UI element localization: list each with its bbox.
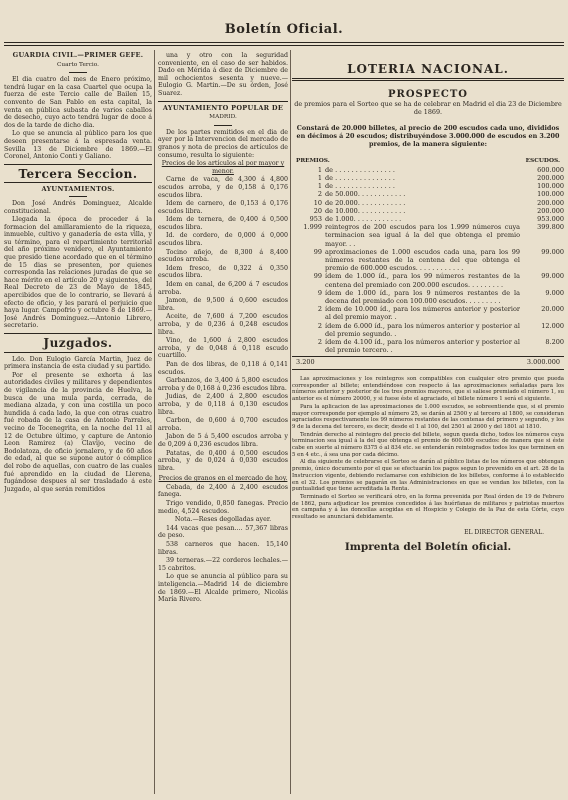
prize-cnt: 1 <box>317 182 322 191</box>
prize-desc: aproximaciones de 1.000 escudos cada una, para los 99 números restantes de la centena del que obtenga el premio de 600.000 escudos. . . . . . . . . . . . <box>325 247 520 273</box>
prize-val: 399.800 <box>537 223 564 232</box>
prize-cnt: 1 <box>317 165 322 174</box>
prize-cnt: 99 <box>313 272 322 281</box>
price-paragraph: Tocino añejo, de 8,300 á 8,400 escudos arroba. <box>158 248 288 264</box>
prize-val: 100.000 <box>537 182 564 191</box>
prize-cnt: 1 <box>317 173 322 182</box>
prize-row <box>292 215 564 223</box>
prize-row <box>292 305 564 321</box>
note-paragraph: Para la aplicacion de las aproximaciones de 1.000 escudos, se sobreentiende que, si el premio mayor corresponde por ejemplo al número 25, se darán al 2500 y al tercero al 1800, se consideran agraciados respectivamente los 99 números restantes de las centenas del primero y segundo, y los 9 de la decena del tercero, es decir, desde el 1 al 100, del 2501 al 2600 y del 1801 al 1810. <box>292 403 564 430</box>
section-rule <box>4 352 152 353</box>
prize-row <box>292 289 564 305</box>
price-paragraph: Jamon, de 9,500 á 0,600 escudos libra. <box>158 297 288 312</box>
total-escudos: 3.000.000 <box>526 358 560 367</box>
ayuntamiento-popular-heading: AYUNTAMIENTO POPULAR DE <box>162 103 284 112</box>
prize-row <box>292 272 564 288</box>
prize-desc: de 10.000. . . . . . . . . . . . <box>325 206 406 215</box>
price-paragraph: Idem de ternera, de 0,400 á 0,500 escudos libra. <box>158 216 288 231</box>
guardia-paragraph: Lo que se anuncia al público para los que deseen presentarse á la espresada venta. Sevilla 13 de Diciembre de 1869.—El Coronel, Antonio Conti y Galiano. <box>4 130 152 161</box>
short-rule <box>69 72 87 73</box>
column-3 <box>292 52 564 794</box>
prospecto-subtitle: de premios para el Sorteo que se ha de celebrar en Madrid el dia 23 de Diciembre de 1869. <box>294 100 562 117</box>
director-signature: EL DIRECTOR GENERAL. <box>464 528 544 536</box>
prize-row <box>292 166 564 174</box>
price-paragraph: Aceite, de 7,600 á 7,200 escudos arroba, y de 0,236 á 0,248 escudos libra. <box>158 313 288 336</box>
section-rule <box>4 333 152 334</box>
price-paragraph: Carne de vaca, de 4,300 á 4,800 escudos arroba, y de 0,158 á 0,176 escudos libra. <box>158 176 288 199</box>
note-paragraph: Tendrán derecho al reintegro del precio del billete, segun queda dicho, todos los números cuya terminacion sea igual á la del que obtenga el premio de 600.000 escudos: de manera que si éste cabe en suerte al número 8375 ó al 834 etc. se entenderán reintegrados todos los que terminen en 5 en 4 etc., á sea una por cada décimo. <box>292 431 564 458</box>
imprenta-footer: Imprenta del Boletín oficial. <box>344 541 512 554</box>
prize-desc: ídem de 4.100 íd., para los números anterior y posterior al del premio tercero. . <box>325 338 520 355</box>
guardia-heading: GUARDIA CIVIL.—PRIMER GEFE. <box>12 52 144 59</box>
prize-row <box>292 199 564 207</box>
price-paragraph: Jabon de 5 á 5,400 escudos arroba y de 0,209 á 0,236 escudos libra. <box>158 433 288 448</box>
section-rule <box>292 78 564 81</box>
note-paragraph: Las aproximaciones y los reintegros son compatibles con cualquier otro premio que pueda corresponder al billete; entendiéndose con respecto á las aproximaciones señaladas para los números anterior y posterior de los tres premios mayores, que si saliese premiado el número 1, su anterior es el número 20000, y si fuese éste el agraciado, el billete número 1 será el siguiente. <box>292 376 564 403</box>
lottery-intro: Constará de 20.000 billetes, al precio de 200 escudos cada uno, divididos en décimos á 20 escudos; distribuyéndose 3.000.000 de escudos en 3.200 premios, de la manera siguiente: <box>296 124 560 149</box>
prize-cnt: 2 <box>317 338 322 347</box>
reses-paragraph: Lo que se anuncia al público para su inteligencia.—Madrid 14 de diciembre de 1869.—El Alcalde primero, Nicolás María Rivero. <box>158 573 288 604</box>
juzgados-paragraph: Ldo. Don Eulogio García Martin, Juez de primera instancia de esta ciudad y su partido. <box>4 355 152 371</box>
prize-desc: de 1.000. . . . . . . . . . . . <box>325 215 402 223</box>
granos-paragraph: Trigo vendido, 0,850 fanegas. Precio medio, 4,524 escudos. <box>158 500 288 515</box>
premios-header: PREMIOS. <box>296 158 330 165</box>
granos-heading: Precios de granos en el mercado de hoy. <box>158 475 288 483</box>
prize-val: 20.000 <box>541 305 564 314</box>
prize-row <box>292 248 564 273</box>
reses-heading: Nota.—Reses degolladas ayer. <box>174 516 272 524</box>
prize-row <box>292 182 564 190</box>
prize-val: 8.200 <box>545 338 564 347</box>
column-2-continued-paragraph: una y otro con la seguridad conveniente, en el caso de ser habidos. Dado en Mérida á diez de Diciembre de mil ochocientos sesenta y nueve.—Eulogio G. Martin.—De su órden, José Suarez. <box>158 52 288 97</box>
juzgados-paragraph: Por el presente se exhorta á las autoridades civiles y militares y dependientes de vigilancia de la provincia de Huelva, la busca de una mula parda, cerrada, de mediana alzada, y con una costilla un poco hundida á cada lado, la que con otras cuatro fué robada de la casa de Antonio Parrales, vecino de Tocenegrita, en la noche del 11 al 12 de Octubre último, y capture de Antonio Leon Ramirez (a) Clavijo, vecino de Bodolatoza, de oficio jornalero, y de 60 años de edad, al que se supone autor ó cómplice del robo de aquellas, con cuatro de las cuales fué aprendido en la ciudad de Llerena, fugándose despues al ser trasladado á este Juzgado, al que serán remitidos <box>4 371 152 493</box>
section-rule <box>4 164 152 165</box>
price-paragraph: Judias, de 2,400 á 2,800 escudos arroba, y de 0,118 á 0,130 escudos libra. <box>158 393 288 416</box>
prize-row <box>292 174 564 182</box>
column-separator-1 <box>154 50 155 794</box>
note-paragraph: Terminado el Sorteo se verificará otro, en la forma prevenida por Real órden de 19 de Febrero de 1862, para adjudicar los premios concedidos á las huérfanas de militares y patriotas muertos en campaña y á las doncellas acogidas en el Hospicio y Colegio de la Paz de esta Córte, cuyo resultado se anunciará debidamente. <box>292 494 564 521</box>
prize-cnt: 2 <box>317 190 322 199</box>
prize-val: 200.000 <box>537 206 564 215</box>
total-prizes: 3.200 <box>296 358 315 367</box>
section-rule <box>158 101 288 102</box>
prize-row <box>292 338 564 354</box>
prize-table <box>292 166 564 355</box>
price-paragraph: Vino, de 1,600 á 2,800 escudos arroba, y de 0,048 á 0,118 escudo cuartillo. <box>158 337 288 360</box>
prize-val: 99.000 <box>541 247 564 256</box>
prize-cnt: 99 <box>313 247 322 256</box>
prize-desc: ídem de 1.000 íd., para los 9 números restantes de la decena del premiado con 100.000 escudos. . . . . . . . . <box>325 288 520 306</box>
reses-paragraph: 39 terneras.—22 corderos lechales.—15 cabritos. <box>158 557 288 572</box>
price-paragraph: Idem de carnero, de 0,153 á 0,176 escudos libra. <box>158 200 288 215</box>
prize-totals <box>292 356 564 370</box>
masthead: Boletín Oficial. <box>224 22 344 37</box>
price-paragraph: Id. de cordero, de 0,000 á 0,000 escudos libra. <box>158 232 288 248</box>
prize-row <box>292 223 564 248</box>
prize-row <box>292 190 564 198</box>
prize-val: 12.000 <box>541 321 564 330</box>
prize-val: 100.000 <box>537 190 564 199</box>
price-paragraph: Pan de dos libras, de 0,118 á 0,141 escudos. <box>158 360 288 376</box>
column-1 <box>4 52 152 794</box>
ayuntamientos-heading: AYUNTAMIENTOS. <box>41 185 115 194</box>
short-rule <box>214 125 232 126</box>
prize-cnt: 9 <box>317 288 322 297</box>
juzgados-title: Juzgados. <box>43 336 113 350</box>
prize-cnt: 953 <box>309 215 322 223</box>
prize-cnt: 20 <box>313 206 322 215</box>
granos-paragraph: Cebada, de 2,400 á 2,400 escudos fanega. <box>158 483 288 499</box>
prize-table-header <box>292 158 564 166</box>
prize-cnt: 2 <box>317 305 322 314</box>
escudos-header: ESCUDOS. <box>525 158 560 165</box>
price-paragraph: Garbanzos, de 3,400 á 5,800 escudos arroba y de 0,168 á 0,236 escudos libra. <box>158 377 288 392</box>
prize-desc: de 50.000. . . . . . . . . . . . <box>325 190 406 199</box>
prize-desc: ídem de 6.000 íd., para los números anterior y posterior al del premio segundo. . <box>325 321 520 338</box>
prize-desc: de . . . . . . . . . . . . . . . <box>325 165 395 174</box>
prize-val: 600.000 <box>537 165 564 174</box>
ayuntamiento-popular-subheading: MADRID. <box>209 114 237 121</box>
ayuntamientos-paragraph: Don José Andrés Dominguez, Alcalde constitucional. <box>4 199 152 215</box>
lottery-notes <box>292 376 564 521</box>
prize-cnt: 10 <box>313 198 322 207</box>
price-paragraph: Idem fresco, de 0,322 á 0,350 escudos libra. <box>158 264 288 280</box>
guardia-subheading: Cuarto Tercio. <box>56 61 99 68</box>
intro-paragraph: De los partes remitidos en el dia de ayer por la Intervencion del mercado de granos y nota de precios de artículos de consumo, resulta lo siguiente: <box>158 128 288 159</box>
prize-val: 953.000 <box>537 215 564 223</box>
prize-row <box>292 207 564 215</box>
tercera-seccion-title: Tercera Seccion. <box>18 166 138 181</box>
column-2 <box>158 52 288 794</box>
prize-desc: ídem de 1.000 íd., para los 99 números restantes de la centena del premiado con 200.000 escudos. . . . . . . . . <box>325 272 520 289</box>
top-rule <box>4 42 564 46</box>
prize-cnt: 2 <box>317 321 322 330</box>
prize-desc: reintegros de 200 escudos para los 1.999 números cuya terminacion sea igual á la del que obtenga el premio mayor. . . <box>325 223 520 248</box>
prize-val: 200.000 <box>537 173 564 182</box>
reses-paragraph: 144 vacas que pesan.... 57,367 libras de peso. <box>158 524 288 540</box>
prize-desc: de 20.000. . . . . . . . . . . . <box>325 198 406 207</box>
prize-desc: de . . . . . . . . . . . . . . . <box>325 182 395 191</box>
prize-desc: ídem de 10.000 íd., para los números anterior y posterior al del premio mayor. . <box>325 305 520 322</box>
loteria-title: LOTERIA NACIONAL. <box>347 62 509 76</box>
reses-paragraph: 538 carneros que hacen. 15,140 libras. <box>158 541 288 556</box>
prospecto-title: PROSPECTO <box>387 88 468 100</box>
section-rule <box>4 182 152 183</box>
prize-desc: de . . . . . . . . . . . . . . . <box>325 173 395 182</box>
prize-row <box>292 322 564 338</box>
guardia-paragraph: El dia cuatro del mes de Enero próximo, tendrá lugar en la casa Cuartel que ocupa la fuerza de este Tercio calle de Bailen 15, convento de San Pablo en esta capital, la venta en pública subasta de varios caballos de desecho, cuyo acto tendrá lugar de doce á dos de la tarde de dicho dia. <box>4 76 152 129</box>
prize-val: 99.000 <box>541 272 564 281</box>
price-paragraph: Idem en canal, de 6,200 á 7 escudos arroba. <box>158 281 288 296</box>
column-separator-2 <box>290 50 291 794</box>
price-paragraph: Patatas, de 0,400 á 0,500 escudos arroba, y de 0,024 á 0,030 escudos libra. <box>158 449 288 472</box>
precios-heading: Precios de los artículos al por mayor y menor. <box>161 160 285 175</box>
note-paragraph: Al dia siguiente de celebrarse el Sorteo se darán al público listas de los números que obtengan premio, único documento por el que se efectuarán los pagos segun lo prevenido en el art. 28 de la Instruccion vigente, debiendo reclamarse con exhibicion de los billetes, conforme á lo establecido en el 32. Los premios se pagarán en las Administraciones en que se vendan los billetes, con la puntualidad que tiene acreditada la Renta. <box>292 459 564 493</box>
prize-cnt: 1.999 <box>303 223 322 232</box>
short-rule <box>69 196 87 197</box>
prize-val: 200.000 <box>537 198 564 207</box>
price-paragraph: Carbon, de 0,600 á 0,700 escudos arroba. <box>158 417 288 432</box>
ayuntamientos-paragraph: Llegada la época de proceder á la formacion del amillaramiento de la riqueza, inmueble, cultivo y ganadería de esta villa, y su término, para el repartimiento territorial del año próximo venidero, el Ayuntamiento que presido tiene acordado que en el término de 15 dias se presenten, por quienes corresponda las relaciones juradas de que se hace mérito en el artículo 20 y siguientes, del Real Decreto de 23 de Mayo de 1845, apercibidos que de lo contrario, se llevará á efecto de oficio, y les parará el perjuicio que haya lugar. Campofrio y octubre 8 de 1869.—José Andrés Dominguez.—Antonio Librero, secretario. <box>4 216 152 330</box>
prize-val: 9.000 <box>545 288 564 297</box>
